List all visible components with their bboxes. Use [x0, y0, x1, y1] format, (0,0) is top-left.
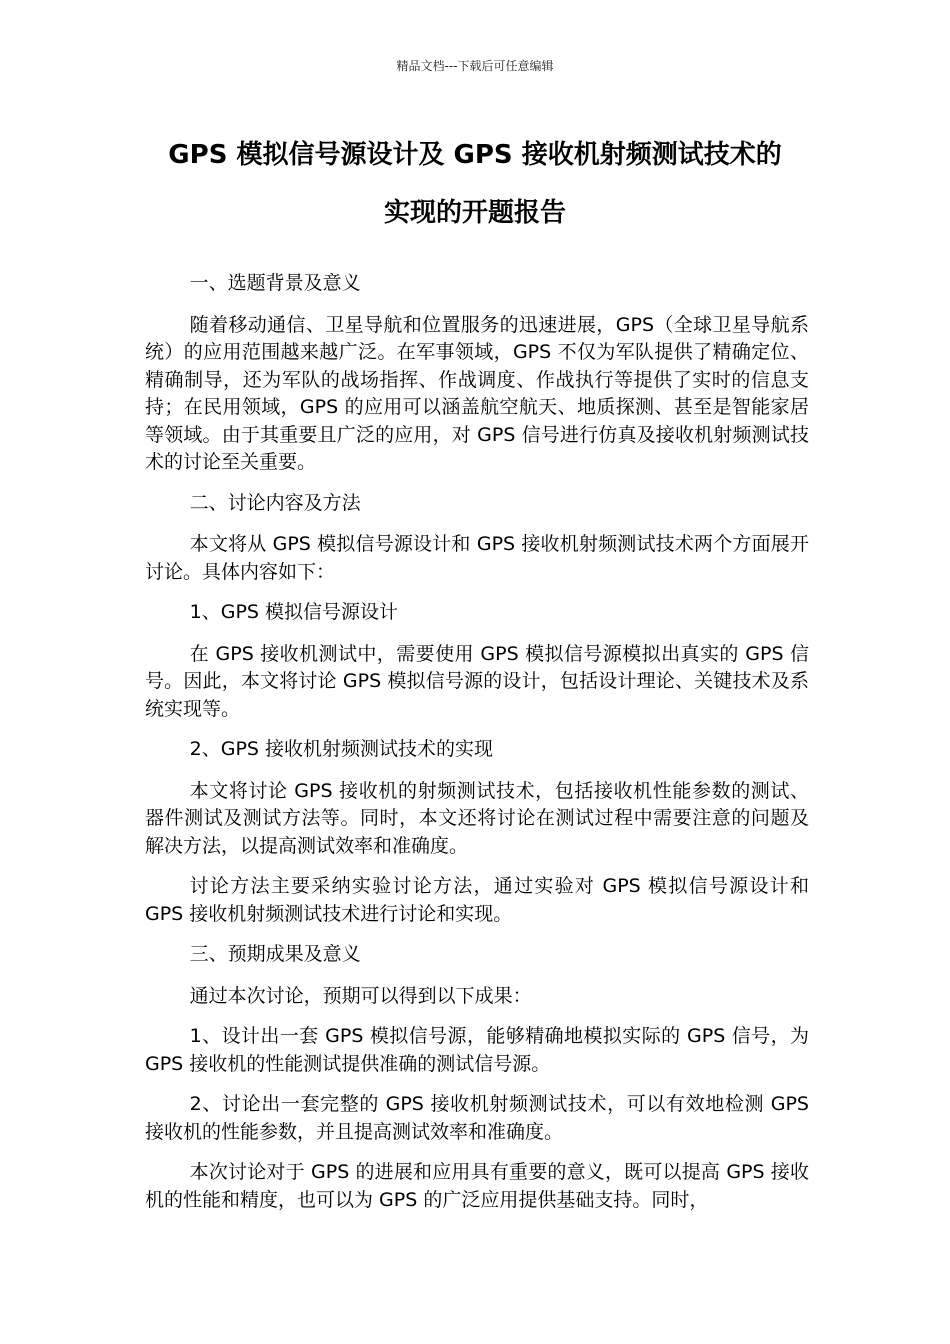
paragraph-background: 随着移动通信、卫星导航和位置服务的迅速进展，GPS（全球卫星导航系统）的应用范围越来越广泛。在军事领域，GPS 不仅为军队提供了精确定位、精确制导，还为军队的战场指挥、作战调度、作战执行等提供了实时的信息支持；在民用领域，GPS 的应用可以涵盖航空航天、地质探测、甚至是智能家居等领域。由于其重要且广泛的应用，对 GPS 信号进行仿真及接收机射频测试技术的讨论至关重要。: [145, 313, 809, 473]
paragraph-signal-source: 在 GPS 接收机测试中，需要使用 GPS 模拟信号源模拟出真实的 GPS 信号。因此，本文将讨论 GPS 模拟信号源的设计，包括设计理论、关键技术及系统实现等。: [145, 642, 809, 720]
document-title-line-1: GPS 模拟信号源设计及 GPS 接收机射频测试技术的: [168, 140, 782, 170]
paragraph-rf-test: 本文将讨论 GPS 接收机的射频测试技术，包括接收机性能参数的测试、器件测试及测试方法等。同时，本文还将讨论在测试过程中需要注意的问题及解决方法，以提高测试效率和准确度。: [145, 779, 809, 857]
subheading-signal-source: 1、GPS 模拟信号源设计: [189, 601, 399, 623]
paragraph-significance: 本次讨论对于 GPS 的进展和应用具有重要的意义，既可以提高 GPS 接收机的性能和精度，也可以为 GPS 的广泛应用提供基础支持。同时，: [145, 1161, 809, 1211]
section-heading-background: 一、选题背景及意义: [189, 272, 361, 294]
header-note: 精品文档---下载后可任意编辑: [396, 59, 554, 73]
paragraph-results-intro: 通过本次讨论，预期可以得到以下成果：: [189, 984, 532, 1007]
section-heading-content-method: 二、讨论内容及方法: [189, 491, 361, 514]
paragraph-method: 讨论方法主要采纳实验讨论方法，通过实验对 GPS 模拟信号源设计和 GPS 接收机射频测试技术进行讨论和实现。: [145, 875, 809, 925]
subheading-rf-test: 2、GPS 接收机射频测试技术的实现: [189, 738, 494, 760]
document-body: [145, 270, 809, 1227]
paragraph-content-intro: 本文将从 GPS 模拟信号源设计和 GPS 接收机射频测试技术两个方面展开讨论。具体内容如下：: [145, 533, 809, 583]
paragraph-result-2: 2、讨论出一套完整的 GPS 接收机射频测试技术，可以有效地检测 GPS 接收机的性能参数，并且提高测试效率和准确度。: [145, 1093, 809, 1143]
document-title-line-2: 实现的开题报告: [383, 198, 566, 228]
section-heading-expected-results: 三、预期成果及意义: [189, 943, 361, 965]
paragraph-result-1: 1、设计出一套 GPS 模拟信号源，能够精确地模拟实际的 GPS 信号，为 GPS 接收机的性能测试提供准确的测试信号源。: [145, 1025, 809, 1075]
